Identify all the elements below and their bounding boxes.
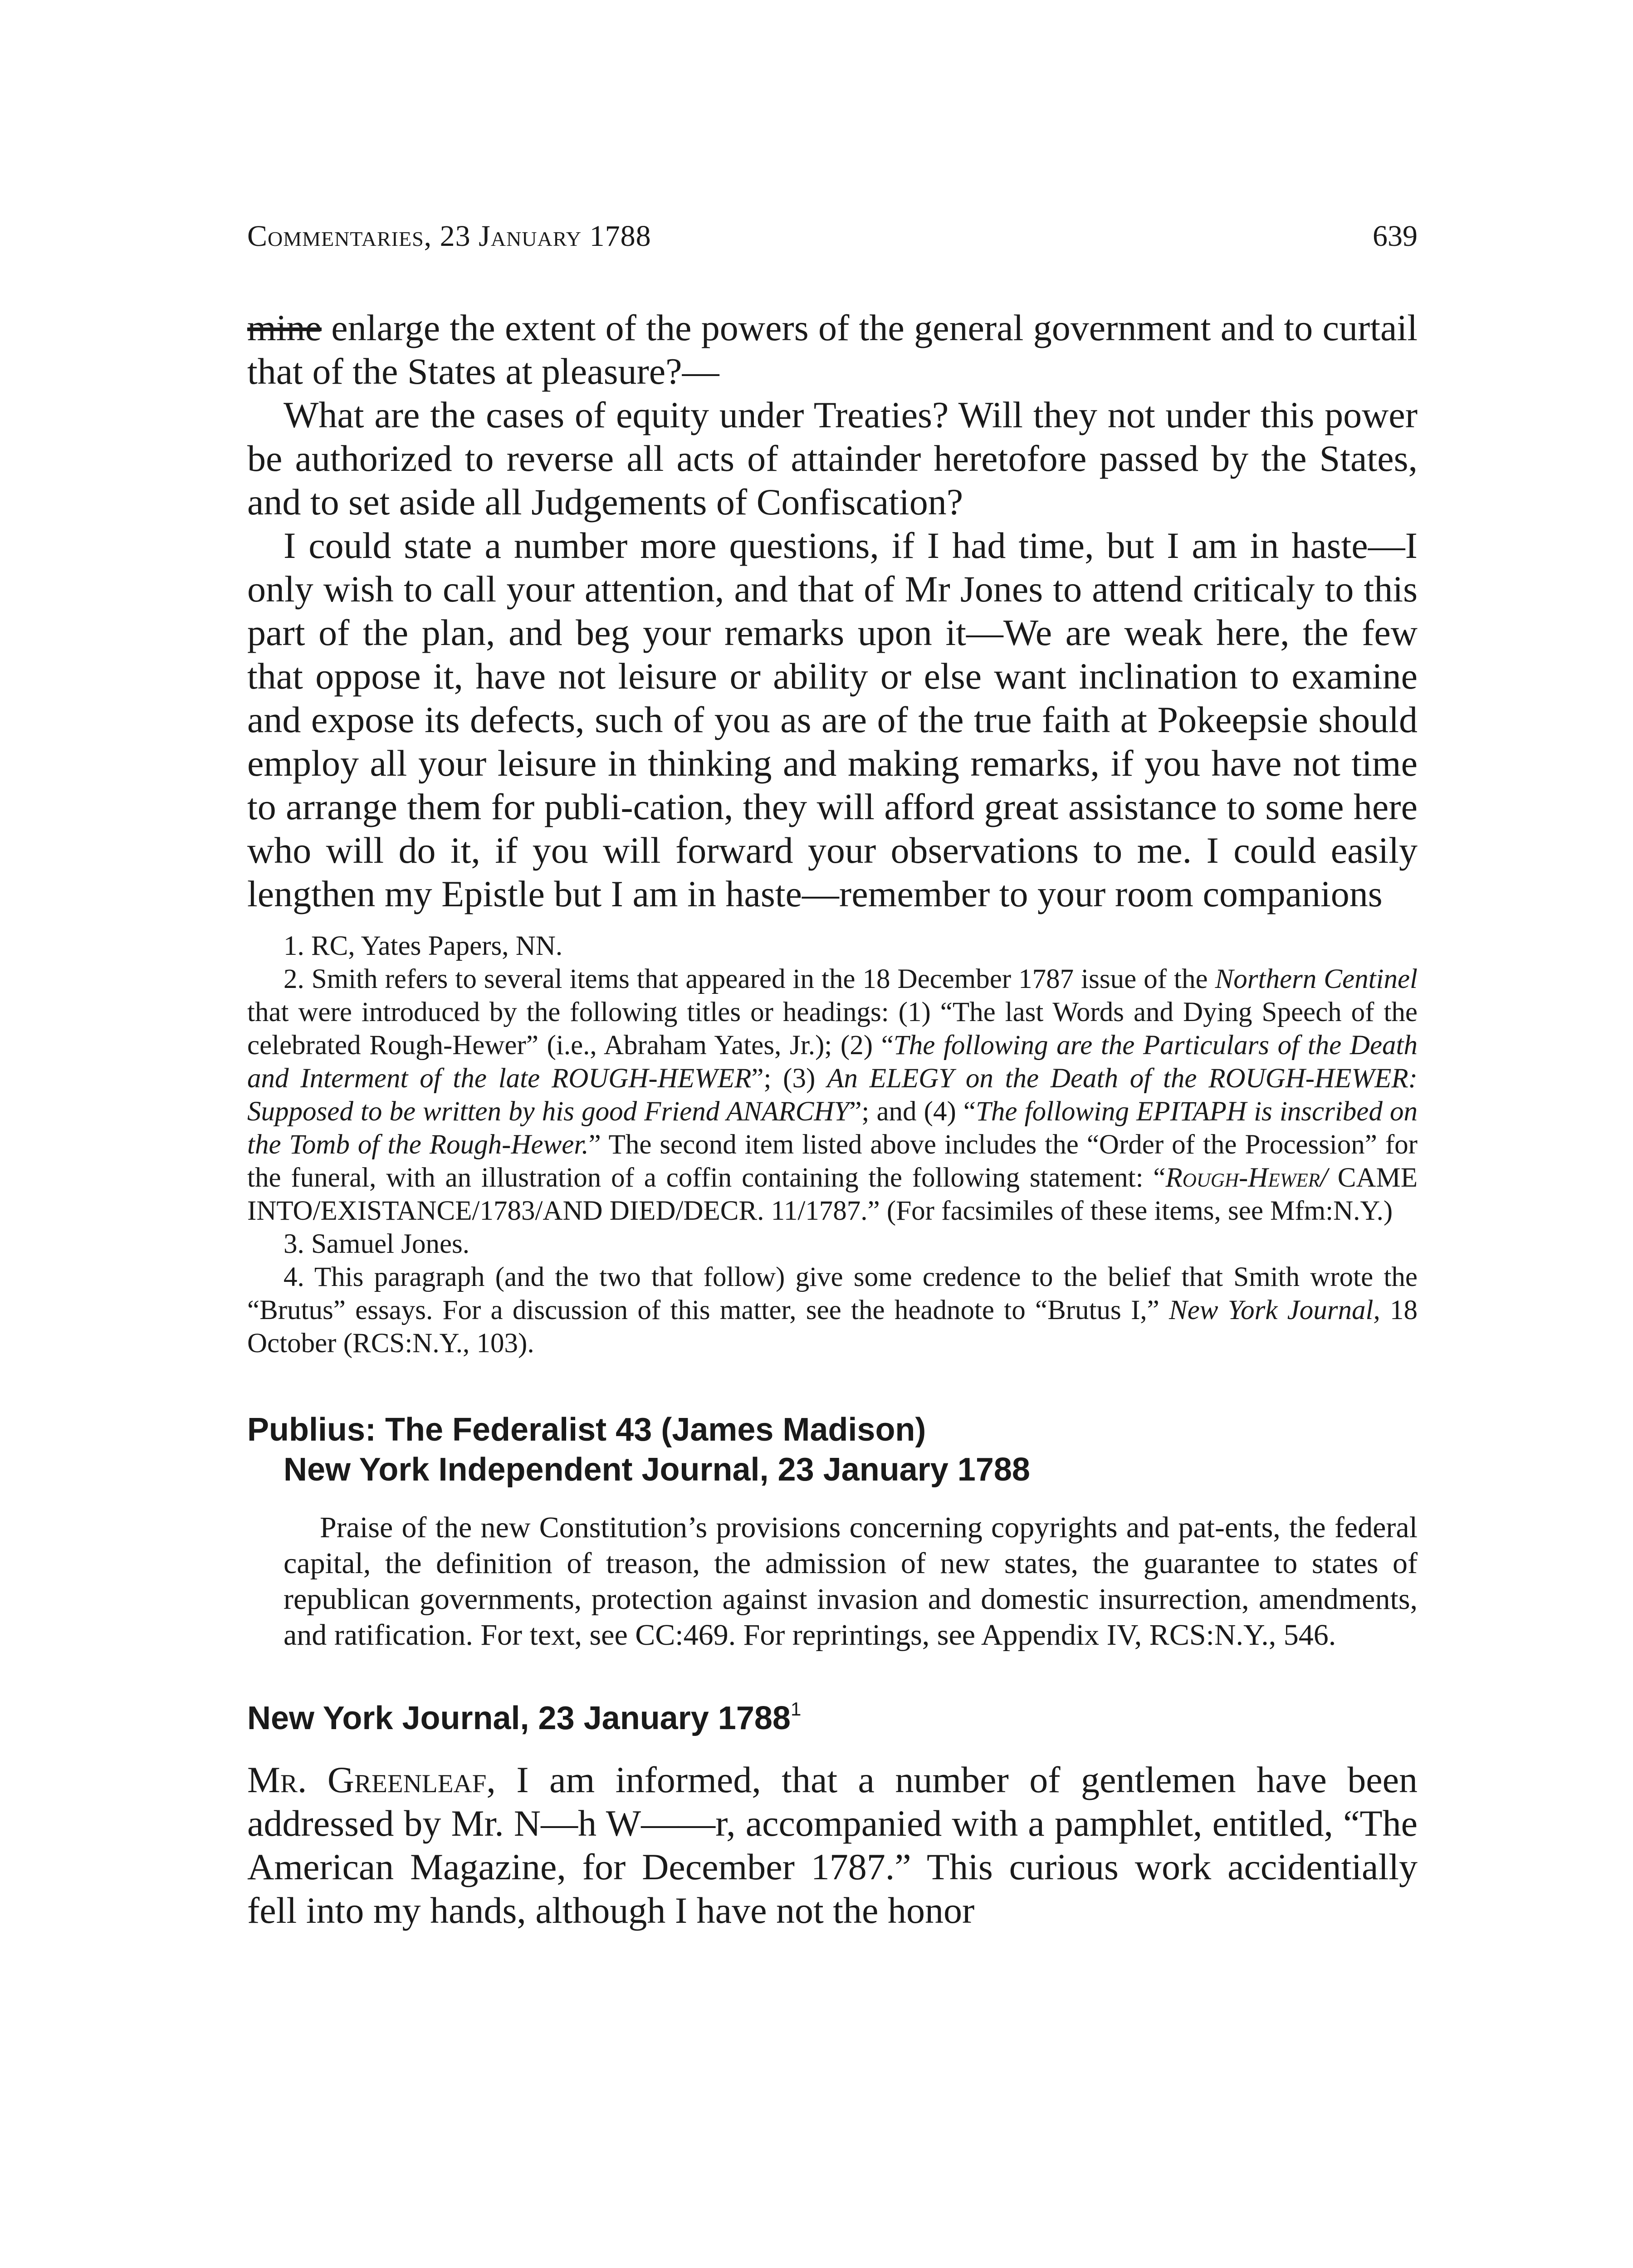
footnotes: [247, 929, 1418, 1360]
footnote-text: ” The second item listed above includes the “Order of the Procession” for the funeral, with an illustration of a coffin containing the following statement: “: [247, 1129, 1418, 1193]
page-content: [247, 306, 1418, 1932]
footnote-text: 4. This paragraph (and the two that follow) give some credence to the belief that Smith wrote the “Brutus” essays. For a discussion of this matter, see the headnote to “Brutus I,”: [247, 1262, 1418, 1325]
footnote-text: 18 October (RCS:N.Y., 103).: [247, 1295, 1418, 1359]
paragraph-text: I am informed, that a number of gentlemen have been addressed by Mr. N—h W——r, accompanied with a pamphlet, entitled, “The American Magazine, for December 1787.” This curious work accidentially fell into my hands, although I have not the honor: [247, 1759, 1418, 1931]
section-title: New York Journal, 23 January 1788: [247, 1700, 791, 1736]
section-title: Publius: The Federalist 43 (James Madison): [247, 1412, 926, 1448]
footnote-4: [247, 1261, 1418, 1360]
footnote-3: 3. Samuel Jones.: [284, 1229, 470, 1259]
section-summary: Praise of the new Constitution’s provisions concerning copyrights and pat-ents, the federal capital, the definition of treason, the admission of new states, the guarantee to states of republican governments, protection against invasion and domestic insurrection, amendments, and ratification. For text, see CC:469. For reprintings, see Appendix IV, RCS:N.Y., 546.: [284, 1511, 1418, 1652]
footnote-italic: The following are the Particulars of the Death and Interment of the late ROUGH-HEWER: [247, 1030, 1418, 1094]
letter-body: [247, 306, 1418, 916]
paragraph: I could state a number more questions, if I had time, but I am in haste—I only wish to call your attention, and that of Mr Jones to attend criticaly to this part of the plan, and beg your remarks upon it—We are weak here, the few that oppose it, have not leisure or ability or else want inclination to examine and expose its defects, such of you as are of the true faith at Pokeepsie should employ all your leisure in thinking and making remarks, if you have not time to arrange them for publi-cation, they will afford great assistance to some here who will do it, if you will forward your observations to me. I could easily lengthen my Epistle but I am in haste—remember to your room companions: [247, 525, 1418, 914]
footnote-italic: The following EPITAPH is inscribed on the Tomb of the Rough-Hewer.: [247, 1096, 1418, 1160]
footnote-italic: An ELEGY on the Death of the ROUGH-HEWER: Supposed to be written by his good Friend ANARCHY: [247, 1063, 1418, 1127]
newspaper-letter: [247, 1758, 1418, 1932]
footnote-text: ”; and (4) “: [849, 1096, 976, 1127]
paragraph-text: enlarge the extent of the powers of the general government and to curtail that of the States at pleasure?—: [247, 307, 1418, 392]
section-heading-journal: [247, 1698, 1418, 1738]
salutation: Mr. Greenleaf,: [247, 1759, 496, 1800]
running-head: Commentaries, 23 January 1788: [247, 220, 651, 253]
footnote-italic: New York Journal,: [1169, 1295, 1380, 1325]
footnote-italic-smallcaps: Rough-Hewer/: [1165, 1163, 1328, 1193]
section-subtitle: New York Independent Journal, 23 January 1788: [284, 1452, 1030, 1488]
footnote-2: [247, 963, 1418, 1227]
footnote-text: 2. Smith refers to several items that appeared in the 18 December 1787 issue of the: [284, 964, 1215, 994]
footnote-italic: Northern Centinel: [1215, 964, 1418, 994]
paragraph: [247, 306, 1418, 393]
section-heading-federalist: [247, 1410, 1418, 1490]
footnote-ref: 1: [790, 1698, 802, 1720]
paragraph: What are the cases of equity under Treaties? Will they not under this power be authorized to reverse all acts of attainder heretofore passed by the States, and to set aside all Judgements of Confiscation?: [247, 394, 1418, 523]
page-number: 639: [1373, 220, 1418, 253]
paragraph: [247, 1758, 1418, 1932]
footnote-text: ”; (3): [751, 1063, 827, 1094]
footnote-text: CAME INTO/EXISTANCE/1783/AND DIED/DECR. 11/1787.” (For facsimiles of these items, see Mfm:N.Y.): [247, 1163, 1418, 1226]
page-header: [247, 221, 1418, 251]
footnote-1: 1. RC, Yates Papers, NN.: [284, 931, 563, 961]
footnote-text: that were introduced by the following titles or headings: (1) “The last Words and Dying Speech of the celebrated Rough-Hewer” (i.e., Abraham Yates, Jr.); (2) “: [247, 997, 1418, 1061]
struck-word: mine: [247, 307, 322, 348]
